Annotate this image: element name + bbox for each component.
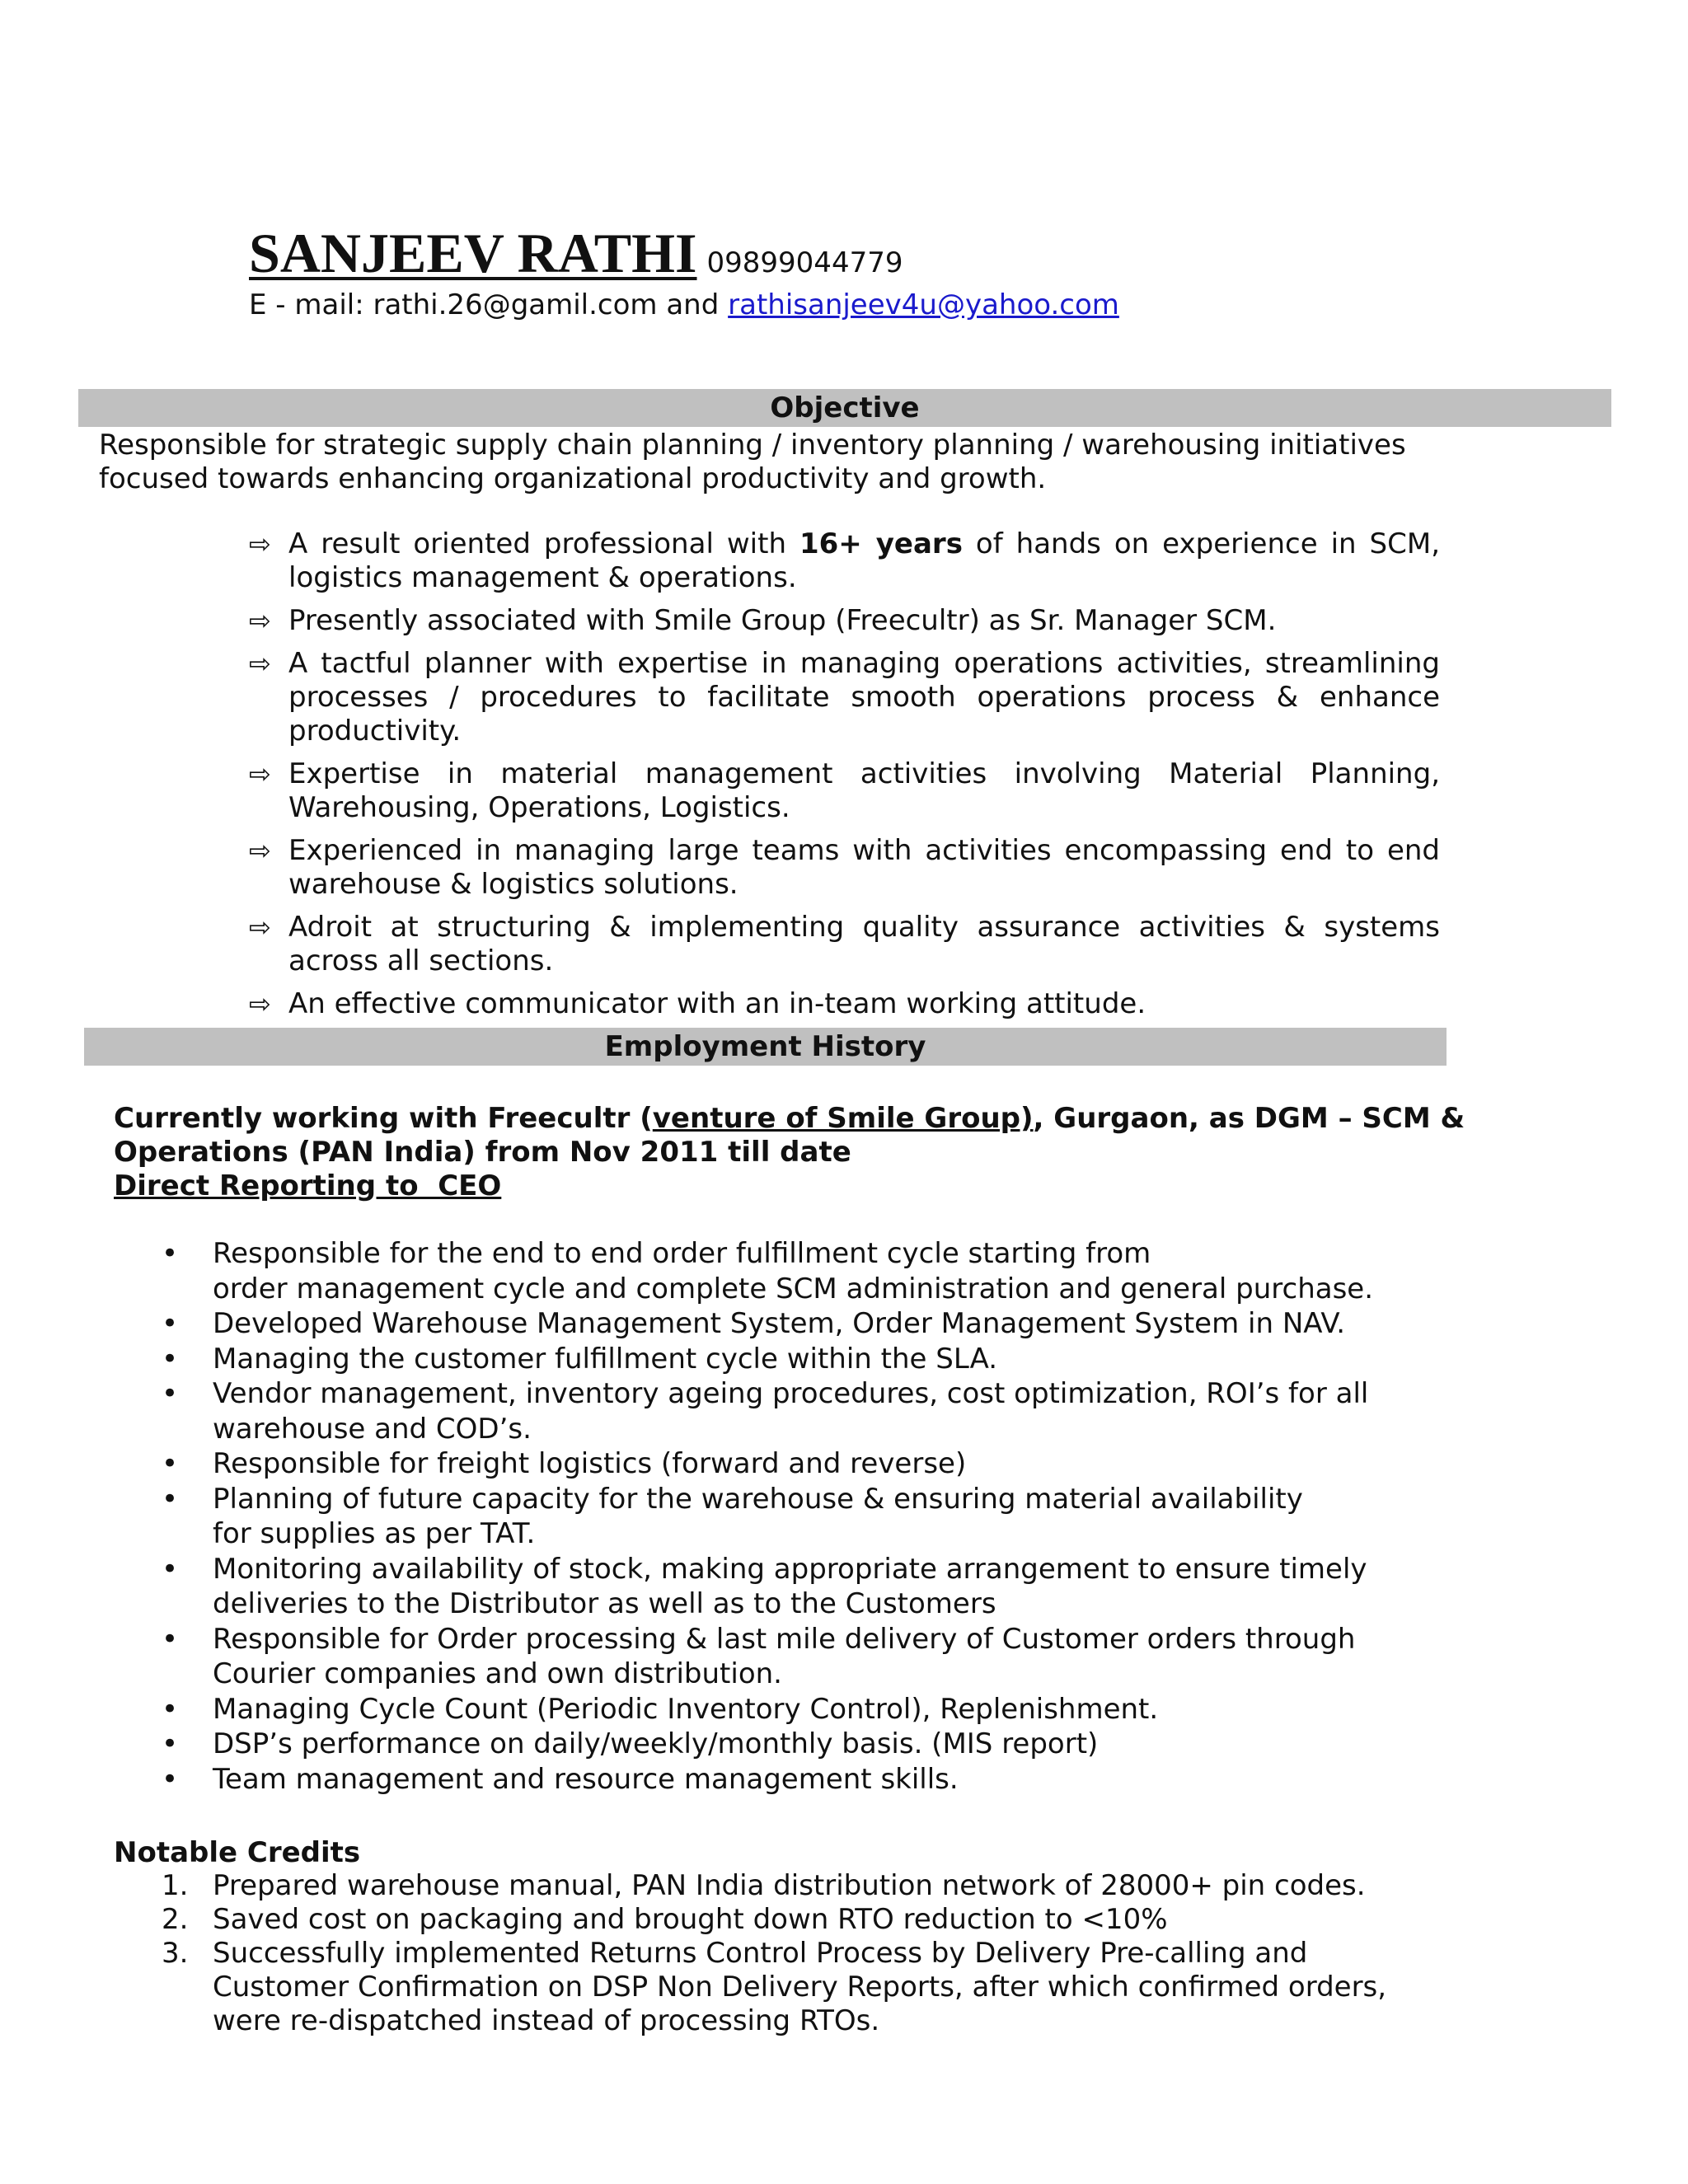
objective-item	[249, 757, 1440, 825]
duty-item	[114, 1482, 1449, 1552]
duty-text: Vendor management, inventory ageing procedures, cost optimization, ROI’s for all warehouse and COD’s.	[213, 1377, 1369, 1446]
objective-item-text-before: A result oriented professional with	[288, 527, 799, 560]
bullet-icon: •	[162, 1762, 179, 1796]
current-role	[114, 1102, 1465, 1203]
objective-item-text: An effective communicator with an in-team working attitude.	[288, 987, 1146, 1020]
credit-number: 1.	[162, 1869, 189, 1902]
header	[249, 221, 903, 286]
bullet-icon: •	[162, 1307, 179, 1340]
objective-item	[249, 604, 1440, 638]
reporting-line: Direct Reporting to CEO	[114, 1169, 502, 1202]
bullet-icon: •	[162, 1727, 179, 1760]
duty-item	[114, 1342, 1449, 1377]
credits-heading: Notable Credits	[114, 1836, 361, 1869]
phone-number: 09899044779	[706, 246, 903, 279]
credit-number: 3.	[162, 1937, 189, 1970]
duty-item	[114, 1762, 1449, 1797]
credit-item	[114, 1937, 1449, 2038]
bullet-icon: •	[162, 1342, 179, 1376]
duty-text: Responsible for Order processing & last mile delivery of Customer orders through Courier companies and own distribution.	[213, 1622, 1356, 1690]
arrow-right-icon: ⇨	[249, 835, 271, 866]
credit-text: Saved cost on packaging and brought down RTO reduction to <10%	[213, 1903, 1168, 1936]
objective-item-text: Expertise in material management activities involving Material Planning, Warehousing, Operations, Logistics.	[288, 757, 1440, 824]
credit-text: Prepared warehouse manual, PAN India distribution network of 28000+ pin codes.	[213, 1869, 1366, 1902]
arrow-right-icon: ⇨	[249, 912, 271, 943]
objective-item	[249, 527, 1449, 595]
bullet-icon: •	[162, 1692, 179, 1726]
duty-item	[114, 1306, 1449, 1342]
bullet-icon: •	[162, 1552, 179, 1586]
duty-item	[114, 1376, 1449, 1446]
arrow-right-icon: ⇨	[249, 528, 271, 560]
objective-text: Responsible for strategic supply chain planning / inventory planning / warehousing initiatives focused towards enhancing organizational productivity and growth.	[99, 429, 1406, 495]
credit-text: Successfully implemented Returns Control Process by Delivery Pre-calling and Customer Confirmation on DSP Non Delivery Reports, after which confirmed orders, were re-dispatched instead of processing RTOs.	[213, 1937, 1387, 2037]
objective-item-text: Adroit at structuring & implementing quality assurance activities & systems across all sections.	[288, 911, 1440, 977]
company-venture: venture of Smile Group)	[652, 1102, 1034, 1135]
objective-item	[249, 987, 1440, 1021]
duty-item	[114, 1692, 1449, 1727]
credit-item	[114, 1869, 1449, 1903]
objective-heading: Objective	[78, 389, 1611, 427]
duty-text: Team management and resource management skills.	[213, 1762, 959, 1796]
duty-text: Planning of future capacity for the warehouse & ensuring material availability for supplies as per TAT.	[213, 1482, 1303, 1550]
duty-text: Monitoring availability of stock, making appropriate arrangement to ensure timely deliveries to the Distributor as well as to the Customers	[213, 1552, 1367, 1620]
duty-item	[114, 1622, 1449, 1692]
bullet-icon: •	[162, 1447, 179, 1480]
duty-text: Developed Warehouse Management System, Order Management System in NAV.	[213, 1307, 1346, 1340]
objective-item-text: Presently associated with Smile Group (Freecultr) as Sr. Manager SCM.	[288, 604, 1277, 637]
objective-item-text-after: of hands on experience in SCM, logistics management & operations.	[288, 527, 1449, 594]
duties-list	[114, 1236, 1449, 1797]
duty-item	[114, 1446, 1449, 1482]
objective-item-text: Experienced in managing large teams with activities encompassing end to end warehouse & logistics solutions.	[288, 834, 1440, 901]
objective-item	[249, 647, 1440, 748]
duty-item	[114, 1552, 1449, 1622]
objective-item	[249, 834, 1440, 902]
bullet-icon: •	[162, 1377, 179, 1410]
bullet-icon: •	[162, 1622, 179, 1656]
credit-number: 2.	[162, 1903, 189, 1936]
role-text-2: , Gurgaon, as DGM – SCM & Operations (PAN India) from Nov 2011 till date	[114, 1102, 1465, 1169]
objective-list	[249, 527, 1449, 1030]
bullet-icon: •	[162, 1482, 179, 1516]
bullet-icon: •	[162, 1237, 179, 1270]
experience-years: 16+ years	[799, 527, 963, 560]
objective-item-text: A tactful planner with expertise in managing operations activities, streamlining processes / procedures to facilitate smooth operations process & enhance productivity.	[288, 647, 1440, 748]
arrow-right-icon: ⇨	[249, 605, 271, 636]
duty-text: Responsible for the end to end order fulfillment cycle starting from order management cycle and complete SCM administration and general purchase.	[213, 1237, 1374, 1305]
arrow-right-icon: ⇨	[249, 988, 271, 1019]
objective-item	[249, 911, 1440, 978]
duty-item	[114, 1236, 1449, 1306]
credits-list	[114, 1869, 1449, 2038]
email-line	[249, 288, 1119, 321]
credit-item	[114, 1903, 1449, 1937]
email-prefix: E - mail: rathi.26@gamil.com and	[249, 288, 729, 321]
candidate-name: SANJEEV RATHI	[249, 222, 697, 284]
duty-text: Responsible for freight logistics (forward and reverse)	[213, 1447, 967, 1480]
employment-heading: Employment History	[84, 1028, 1447, 1066]
duty-text: Managing the customer fulfillment cycle within the SLA.	[213, 1342, 998, 1376]
duty-item	[114, 1727, 1449, 1762]
email-link[interactable]: rathisanjeev4u@yahoo.com	[728, 288, 1119, 321]
duty-text: Managing Cycle Count (Periodic Inventory Control), Replenishment.	[213, 1692, 1159, 1726]
role-text-1: Currently working with Freecultr (	[114, 1102, 653, 1135]
duty-text: DSP’s performance on daily/weekly/monthly basis. (MIS report)	[213, 1727, 1099, 1760]
arrow-right-icon: ⇨	[249, 648, 271, 679]
arrow-right-icon: ⇨	[249, 758, 271, 790]
